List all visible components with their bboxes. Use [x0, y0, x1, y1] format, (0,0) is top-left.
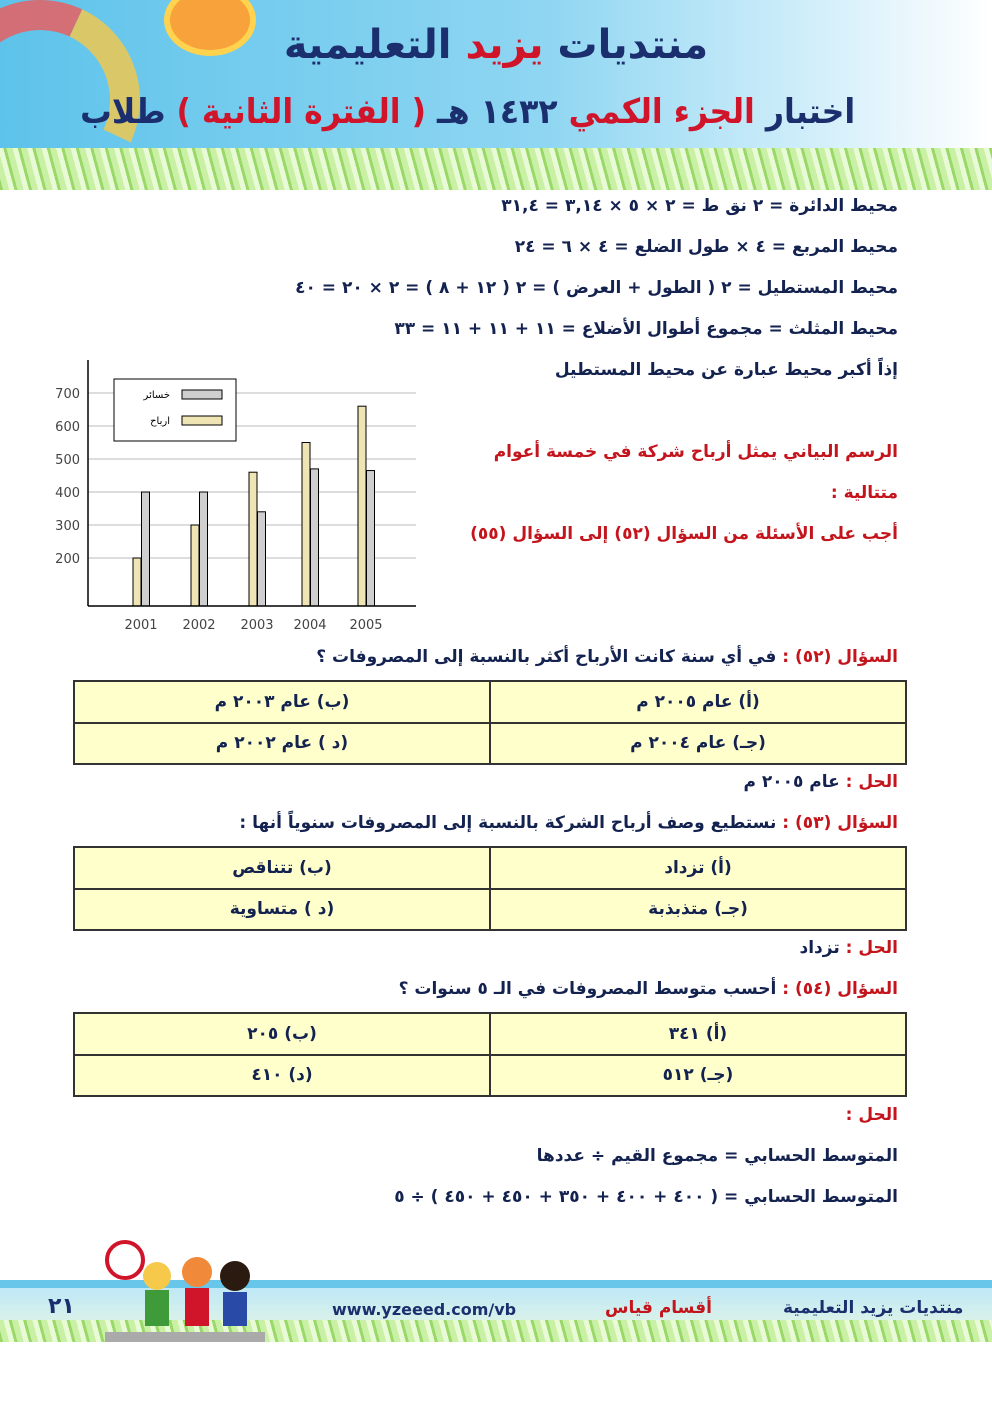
exam-title-part: اختبار — [765, 92, 855, 132]
formula-triangle: محيط المثلث = مجموع أطوال الأضلاع = ١١ + ١١ + ١١ = ٣٣ — [394, 319, 898, 339]
option-c[interactable]: (جـ) ٥١٢ — [490, 1055, 906, 1097]
y-tick-label: 300 — [55, 519, 80, 534]
options-table-54 — [73, 1012, 907, 1097]
formula-circle: محيط الدائرة = ٢ نق ط = ٢ × ٥ × ٣,١٤ = ٣١,٤ — [501, 196, 898, 216]
question-52 — [316, 647, 898, 667]
solution-line: المتوسط الحسابي = ( ٤٠٠ + ٤٠٠ + ٣٥٠ + ٤٥٠ + ٤٥٠ ) ÷ ٥ — [394, 1187, 898, 1207]
exam-title-part: الجزء الكمي — [568, 92, 755, 132]
bar-losses-2001 — [142, 492, 150, 606]
legend-swatch-profits — [182, 416, 222, 425]
intro-line: متتالية : — [830, 483, 898, 503]
grass-decoration — [0, 148, 992, 190]
legend-label-profits: ارباح — [150, 416, 170, 427]
bar-profits-2002 — [191, 525, 199, 606]
bar-chart — [40, 360, 430, 640]
solution-52 — [743, 772, 898, 792]
x-tick-label: 2002 — [182, 618, 216, 633]
option-d[interactable]: (د ) متساوية — [74, 889, 490, 931]
question-label: السؤال (٥٤) : — [782, 979, 898, 999]
exam-title-part: ( الفترة الثانية ) — [176, 92, 426, 132]
y-tick-label: 500 — [55, 453, 80, 468]
option-a[interactable]: (أ) ٣٤١ — [490, 1013, 906, 1055]
option-a[interactable]: (أ) تزداد — [490, 847, 906, 889]
option-c[interactable]: (جـ) عام ٢٠٠٤ م — [490, 723, 906, 765]
legend-label-losses: خسائر — [143, 390, 170, 401]
option-b[interactable]: (ب) تتناقص — [74, 847, 490, 889]
y-tick-label: 700 — [55, 387, 80, 402]
option-b[interactable]: (ب) عام ٢٠٠٣ م — [74, 681, 490, 723]
x-tick-label: 2005 — [349, 618, 383, 633]
intro-line: أجب على الأسئلة من السؤال (٥٢) إلى السؤال (٥٥) — [470, 524, 898, 544]
bar-losses-2003 — [258, 512, 266, 606]
question-text: في أي سنة كانت الأرباح أكثر بالنسبة إلى المصروفات ؟ — [316, 647, 783, 667]
question-label: السؤال (٥٣) : — [782, 813, 898, 833]
formula-square: محيط المربع = ٤ × طول الضلع = ٤ × ٦ = ٢٤ — [514, 237, 898, 257]
y-tick-label: 600 — [55, 420, 80, 435]
y-tick-label: 200 — [55, 552, 80, 567]
bar-profits-2003 — [249, 472, 257, 606]
exam-title-inner — [80, 92, 855, 132]
solution-line: المتوسط الحسابي = مجموع القيم ÷ عددها — [536, 1146, 898, 1166]
bar-profits-2001 — [133, 558, 141, 606]
page-number: ٢١ — [48, 1294, 75, 1319]
footer-site-name: منتديات يزيد التعليمية — [783, 1298, 964, 1318]
option-d[interactable]: (د ) عام ٢٠٠٢ م — [74, 723, 490, 765]
x-tick-label: 2001 — [124, 618, 158, 633]
section-name: أقسام قياس — [605, 1298, 712, 1318]
intro-line: الرسم البياني يمثل أرباح شركة في خمسة أعوام — [493, 442, 898, 462]
question-53 — [239, 813, 898, 833]
site-url-link[interactable]: www.yzeeed.com/vb — [332, 1300, 517, 1319]
exam-title — [79, 92, 885, 132]
options-table-53 — [73, 846, 907, 931]
option-b[interactable]: (ب) ٢٠٥ — [74, 1013, 490, 1055]
legend-swatch-losses — [182, 390, 222, 399]
exam-title-part: ١٤٣٢ هـ — [436, 92, 558, 132]
solution-53 — [799, 938, 898, 958]
bar-losses-2002 — [200, 492, 208, 606]
bar-losses-2005 — [367, 471, 375, 606]
solution-label: الحل : — [845, 938, 898, 958]
site-title-part: يزيد — [465, 22, 544, 68]
option-c[interactable]: (جـ) متذبذبة — [490, 889, 906, 931]
question-54 — [399, 979, 898, 999]
x-tick-label: 2004 — [293, 618, 327, 633]
formula-conclusion: إذاً أكبر محيط عبارة عن محيط المستطيل — [554, 360, 898, 380]
bar-profits-2004 — [302, 443, 310, 607]
x-tick-label: 2003 — [240, 618, 274, 633]
question-text: أحسب متوسط المصروفات في الـ ٥ سنوات ؟ — [398, 979, 783, 999]
options-table-52 — [73, 680, 907, 765]
solution-label: الحل : — [845, 772, 898, 792]
question-text: نستطيع وصف أرباح الشركة بالنسبة إلى المصروفات سنوياً أنها : — [239, 813, 783, 833]
legend — [114, 379, 236, 441]
site-title-part: منتديات — [557, 22, 709, 68]
solution-text: عام ٢٠٠٥ م — [743, 772, 846, 792]
formula-rectangle: محيط المستطيل = ٢ ( الطول + العرض ) = ٢ ( ١٢ + ٨ ) = ٢ × ٢٠ = ٤٠ — [295, 278, 898, 298]
question-label: السؤال (٥٢) : — [782, 647, 898, 667]
exam-title-part: طلاب — [79, 92, 166, 132]
header-banner — [0, 0, 992, 190]
solution-text: تزداد — [799, 938, 846, 958]
option-d[interactable]: (د) ٤١٠ — [74, 1055, 490, 1097]
y-tick-label: 400 — [55, 486, 80, 501]
solution-54-label: الحل : — [845, 1105, 898, 1125]
kids-illustration — [105, 1240, 265, 1344]
bar-profits-2005 — [358, 406, 366, 606]
site-title — [0, 22, 992, 68]
option-a[interactable]: (أ) عام ٢٠٠٥ م — [490, 681, 906, 723]
bar-losses-2004 — [311, 469, 319, 606]
site-title-part: التعليمية — [283, 22, 452, 68]
